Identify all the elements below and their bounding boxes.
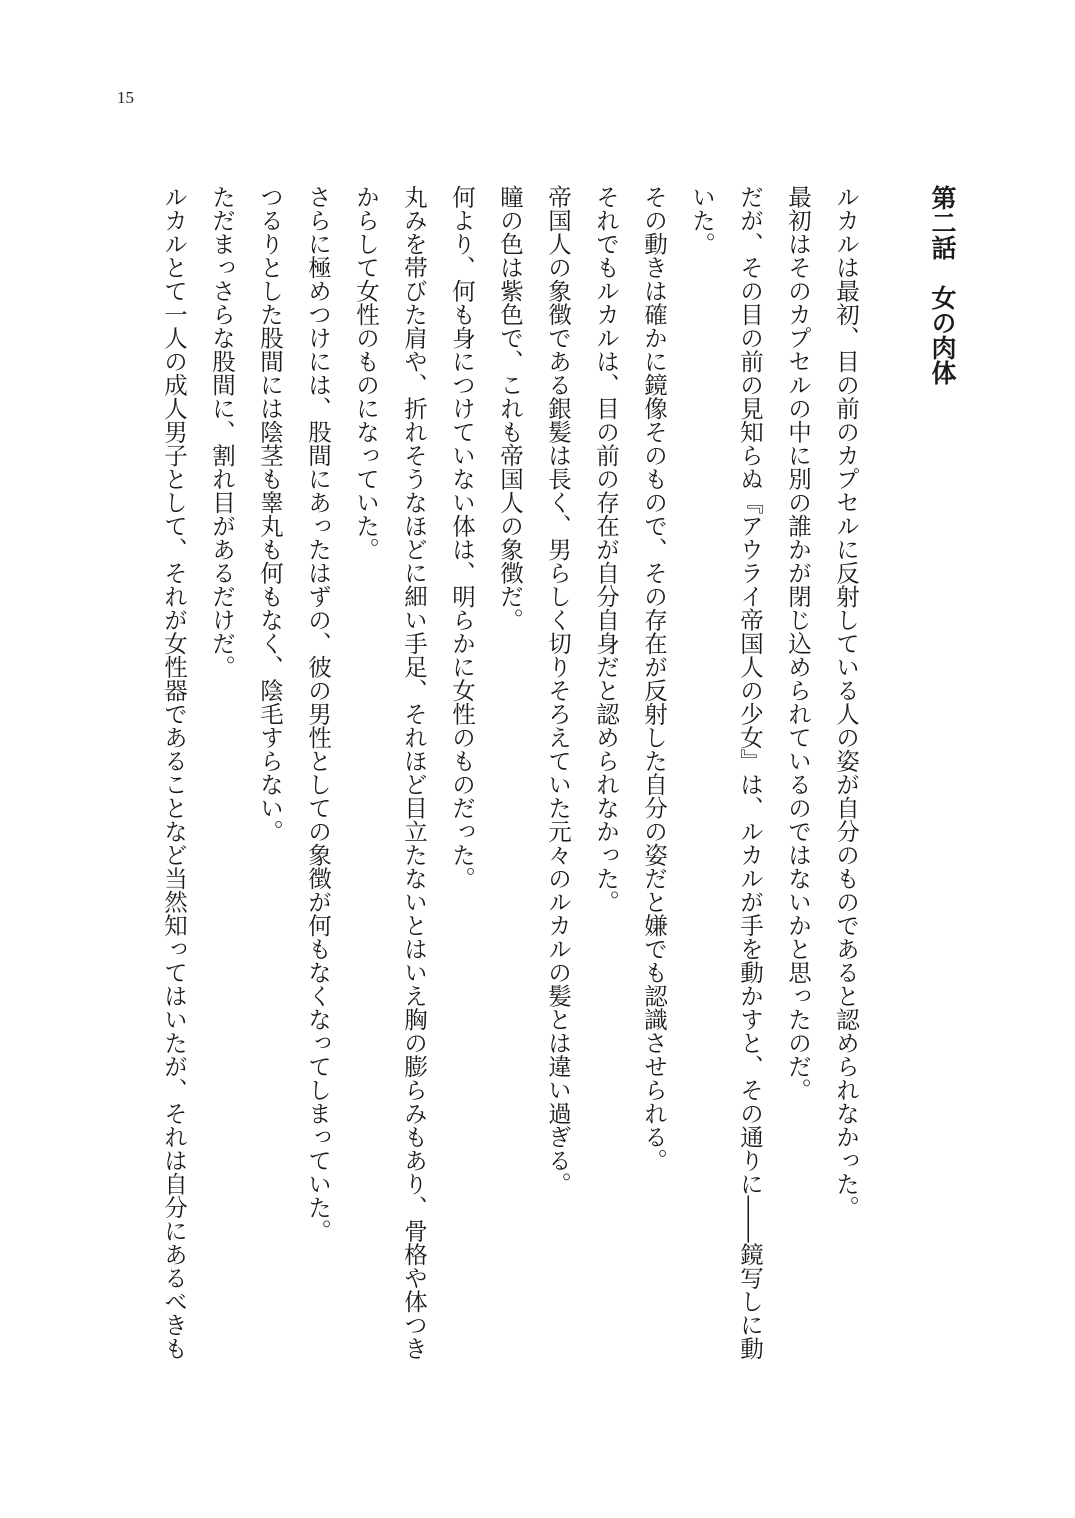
text-line: その動きは確かに鏡像そのもので、その存在が反射した自分の姿だと嫌でも認識させられる。 <box>640 185 668 1172</box>
vertical-text-body <box>146 185 966 1360</box>
text-line: ルカルは最初、目の前のカプセルに反射している人の姿が自分のものであると認められなかった。 <box>832 185 860 1219</box>
heading-spacer <box>870 185 918 1360</box>
text-line: からして女性のものになっていた。 <box>352 185 380 561</box>
text-line: 丸みを帯びた肩や、折れそうなほどに細い手足、それほど目立たないとはいえ胸の膨らみもあり、骨格や体つき <box>400 185 428 1360</box>
text-line: さらに極めつけには、股間にあったはずの、彼の男性としての象徴が何もなくなってしまっていた。 <box>304 185 332 1243</box>
text-line: ただまっさらな股間に、割れ目があるだけだ。 <box>208 185 236 679</box>
text-line: だが、その目の前の見知らぬ『アウライ帝国人の少女』は、ルカルが手を動かすと、その通りに――鏡写しに動 <box>736 185 764 1360</box>
page-number: 15 <box>117 88 134 107</box>
chapter-title: 第二話 女の肉体 <box>928 185 957 385</box>
text-line: 帝国人の象徴である銀髪は長く、男らしく切りそろえていた元々のルカルの髪とは違い過ぎる。 <box>544 185 572 1196</box>
text-line: それでもルカルは、目の前の存在が自分自身だと認められなかった。 <box>592 185 620 914</box>
text-line: ルカルとて一人の成人男子として、それが女性器であることなど当然知ってはいたが、それは自分にあるべきも <box>160 185 188 1360</box>
text-line: いた。 <box>688 185 716 256</box>
text-line: 瞳の色は紫色で、これも帝国人の象徴だ。 <box>496 185 524 632</box>
text-line: 何より、何も身につけていない体は、明らかに女性のものだった。 <box>448 185 476 890</box>
text-line: 最初はそのカプセルの中に別の誰かが閉じ込められているのではないかと思ったのだ。 <box>784 185 812 1102</box>
text-line: つるりとした股間には陰茎も睾丸も何もなく、陰毛すらない。 <box>256 185 284 843</box>
